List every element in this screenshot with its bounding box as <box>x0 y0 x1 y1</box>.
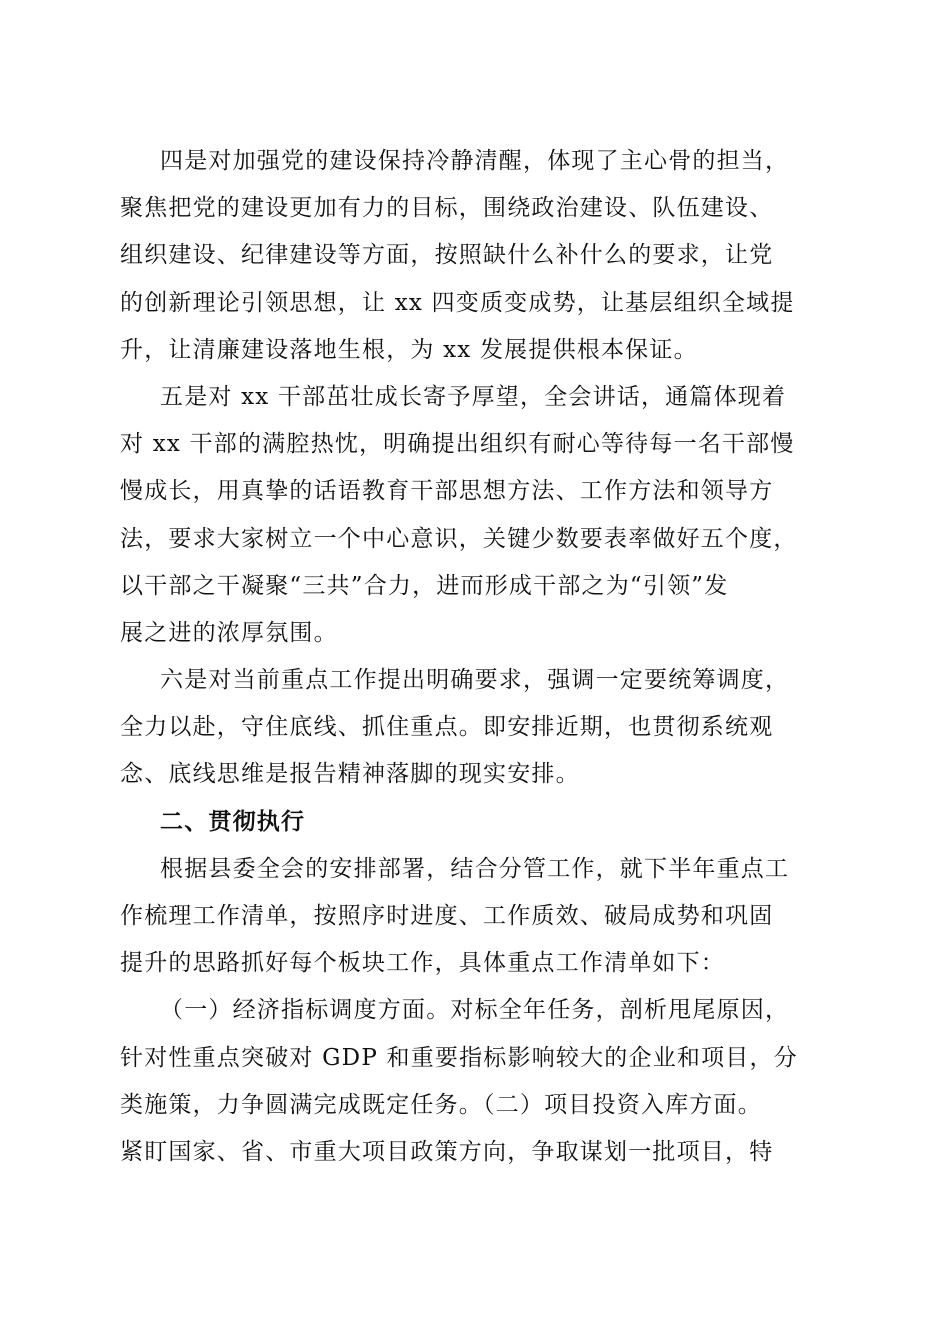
text-line: 念、底线思维是报告精神落脚的现实安排。 <box>120 761 580 788</box>
text-line: 提升的思路抓好每个板块工作，具体重点工作清单如下： <box>120 950 725 977</box>
text-line: 根据县委全会的安排部署，结合分管工作，就下半年重点工 <box>160 855 790 882</box>
paragraph-six <box>120 657 828 799</box>
section-heading: 二、贯彻执行 <box>160 808 306 835</box>
text-line: 五是对 xx 干部茁壮成长寄予厚望，全会讲话，通篇体现着 <box>160 383 787 410</box>
text-line: 以干部之干凝聚“三共”合力，进而形成干部之为“引领”发 <box>120 572 729 599</box>
text-line: 全力以赴，守住底线、抓住重点。即安排近期，也贯彻系统观 <box>120 714 774 741</box>
text-line: 对 xx 干部的满腔热忱，明确提出组织有耐心等待每一名干部慢 <box>120 431 795 458</box>
text-line: 慢成长，用真挚的话语教育干部思想方法、工作方法和领导方 <box>120 478 774 505</box>
paragraph-four <box>120 138 828 374</box>
document-body <box>120 138 828 1176</box>
text-line: 紧盯国家、省、市重大项目政策方向，争取谋划一批项目，特 <box>120 1138 774 1165</box>
text-line: 类施策，力争圆满完成既定任务。（二）项目投资入库方面。 <box>120 1091 762 1118</box>
text-line: 六是对当前重点工作提出明确要求，强调一定要统筹调度， <box>160 667 790 694</box>
text-line: 四是对加强党的建设保持冷静清醒，体现了主心骨的担当， <box>160 148 790 174</box>
text-line: （一）经济指标调度方面。对标全年任务，剖析甩尾原因， <box>160 997 790 1024</box>
text-line: 针对性重点突破对 GDP 和重要指标影响较大的企业和项目，分 <box>120 1044 798 1071</box>
text-line: 聚焦把党的建设更加有力的目标，围绕政治建设、队伍建设、 <box>120 195 774 222</box>
text-line: 升，让清廉建设落地生根，为 xx 发展提供根本保证。 <box>120 336 698 363</box>
text-line: 组织建设、纪律建设等方面，按照缺什么补什么的要求，让党 <box>120 242 774 269</box>
text-line: 的创新理论引领思想，让 xx 四变质变成势，让基层组织全域提 <box>120 289 795 316</box>
text-line: 展之进的浓厚氛围。 <box>120 619 338 646</box>
text-line: 法，要求大家树立一个中心意识，关键少数要表率做好五个度， <box>120 525 798 552</box>
text-line: 作梳理工作清单，按照序时进度、工作质效、破局成势和巩固 <box>120 903 774 929</box>
paragraph-implementation-intro <box>120 846 828 988</box>
paragraph-five <box>120 374 828 657</box>
paragraph-work-list <box>120 987 828 1176</box>
